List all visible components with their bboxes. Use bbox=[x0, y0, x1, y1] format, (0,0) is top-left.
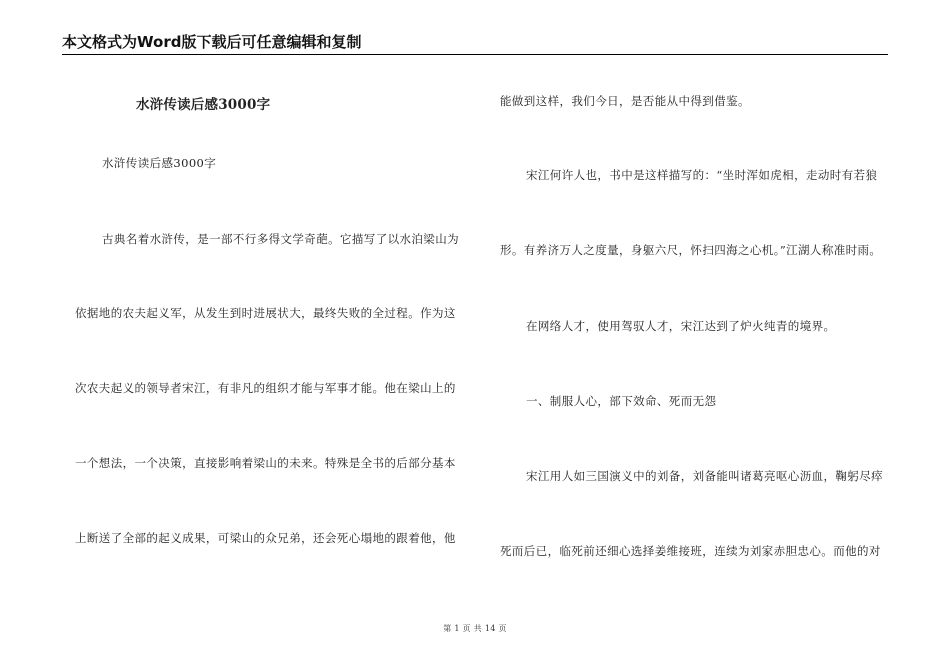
paragraph-line: 次农夫起义的领导者宋江，有非凡的组织才能与军事才能。他在梁山上的 bbox=[75, 381, 456, 395]
paragraph-line: 宋江用人如三国演义中的刘备，刘备能叫诸葛亮呕心沥血，鞠躬尽瘁 bbox=[526, 469, 883, 483]
subtitle-line: 水浒传读后感3000字 bbox=[102, 156, 217, 170]
page-number: 第 1 页 共 14 页 bbox=[443, 624, 507, 633]
paragraph-line: 古典名着水浒传，是一部不行多得文学奇葩。它描写了以水泊梁山为 bbox=[102, 232, 459, 246]
left-column bbox=[62, 0, 472, 672]
paragraph-line: 能做到这样，我们今日，是否能从中得到借鉴。 bbox=[500, 94, 750, 108]
document-title: 水浒传读后感3000字 bbox=[136, 97, 271, 113]
paragraph-line: 在网络人才，使用驾驭人才，宋江达到了炉火纯青的境界。 bbox=[526, 319, 836, 333]
paragraph-line: 死而后已，临死前还细心选择姜维接班，连续为刘家赤胆忠心。而他的对 bbox=[500, 544, 881, 558]
header-banner: 本文格式为Word版下载后可任意编辑和复制 bbox=[62, 33, 362, 51]
paragraph-line: 上断送了全部的起义成果，可梁山的众兄弟，还会死心塌地的跟着他，他 bbox=[75, 531, 456, 545]
section-heading: 一、制服人心，部下效命、死而无怨 bbox=[526, 394, 717, 408]
paragraph-line: 宋江何许人也，书中是这样描写的：“坐时浑如虎相，走动时有若狼 bbox=[526, 168, 878, 182]
paragraph-line: 一个想法，一个决策，直接影响着梁山的未来。特殊是全书的后部分基本 bbox=[75, 456, 456, 470]
paragraph-line: 形。有养济万人之度量，身躯六尺，怀扫四海之心机。”江湖人称准时雨。 bbox=[500, 243, 882, 257]
paragraph-line: 依据地的农夫起义军，从发生到时进展状大，最终失败的全过程。作为这 bbox=[75, 306, 456, 320]
right-column bbox=[488, 0, 908, 672]
